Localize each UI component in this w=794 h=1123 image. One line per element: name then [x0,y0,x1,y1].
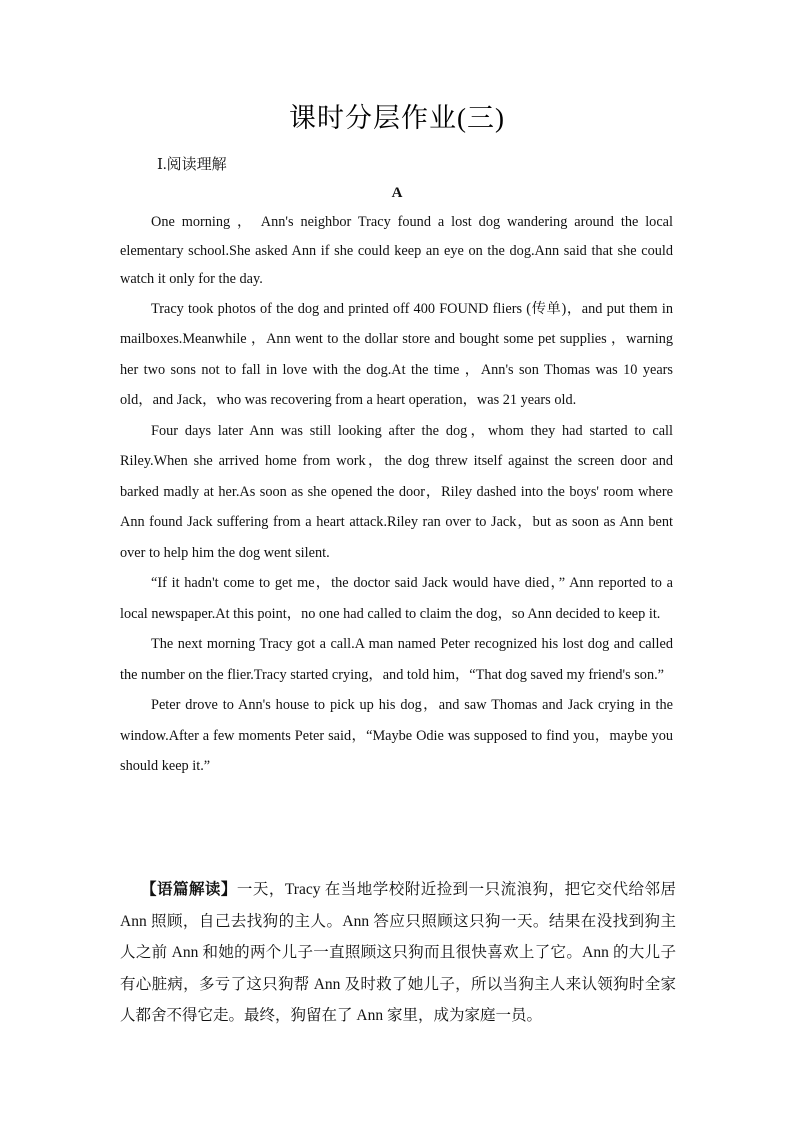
paragraph: “If it hadn't come to get me，the doctor said Jack would have died，” Ann reported to a local newspaper.At this point，no one had called to claim the dog，so Ann decided to keep it. [120,575,673,622]
page-title: 课时分层作业(三) [289,103,505,133]
paragraph: The next morning Tracy got a call.A man named Peter recognized his lost dog and called the number on the flier.Tracy started crying，and told him，“That dog saved my friend's son.” [120,636,673,683]
paragraph: Four days later Ann was still looking after the dog，whom they had started to call Riley.When she arrived home from work，the dog threw itself against the screen door and barked madly at her.As soon as she opened the door，Riley dashed into the boys' room where Ann found Jack suffering from a heart attack.Riley ran over to Jack，but as soon as Ann bent over to help him the dog went silent. [120,422,673,561]
passage-label: A [391,185,403,201]
paragraph: Peter drove to Ann's house to pick up his dog，and saw Thomas and Jack crying in the window.After a few moments Peter said，“Maybe Odie was supposed to find you，maybe you should keep it.” [120,697,673,774]
section-heading: Ⅰ.阅读理解 [157,157,227,173]
analysis-label: 【语篇解读】 [141,881,237,898]
passage-analysis [120,874,676,1032]
analysis-text: 一天，Tracy 在当地学校附近捡到一只流浪狗，把它交代给邻居 Ann 照顾，自己去找狗的主人。Ann 答应只照顾这只狗一天。结果在没找到狗主人之前 Ann 和她的两个儿子一直照顾这只狗而且很快喜欢上了它。Ann 的大儿子有心脏病，多亏了这只狗帮 Ann 及时救了她儿子，所以当狗主人来认领狗时全家人都舍不得它走。最终，狗留在了 Ann 家里，成为家庭一员。 [120,881,676,1024]
paragraph: Tracy took photos of the dog and printed off 400 FOUND fliers (传单)，and put them in mailboxes.Meanwhile ，Ann went to the dollar store and bought some pet supplies ，warning her two sons not to fall in love with the dog.At the time ，Ann's son Thomas was 10 years old，and Jack，who was recovering from a heart operation，was 21 years old. [120,300,673,408]
passage-body [120,208,673,782]
paragraph: One morning ， Ann's neighbor Tracy found a lost dog wandering around the local elementary school.She asked Ann if she could keep an eye on the dog.Ann said that she could watch it only for the day. [120,214,673,287]
